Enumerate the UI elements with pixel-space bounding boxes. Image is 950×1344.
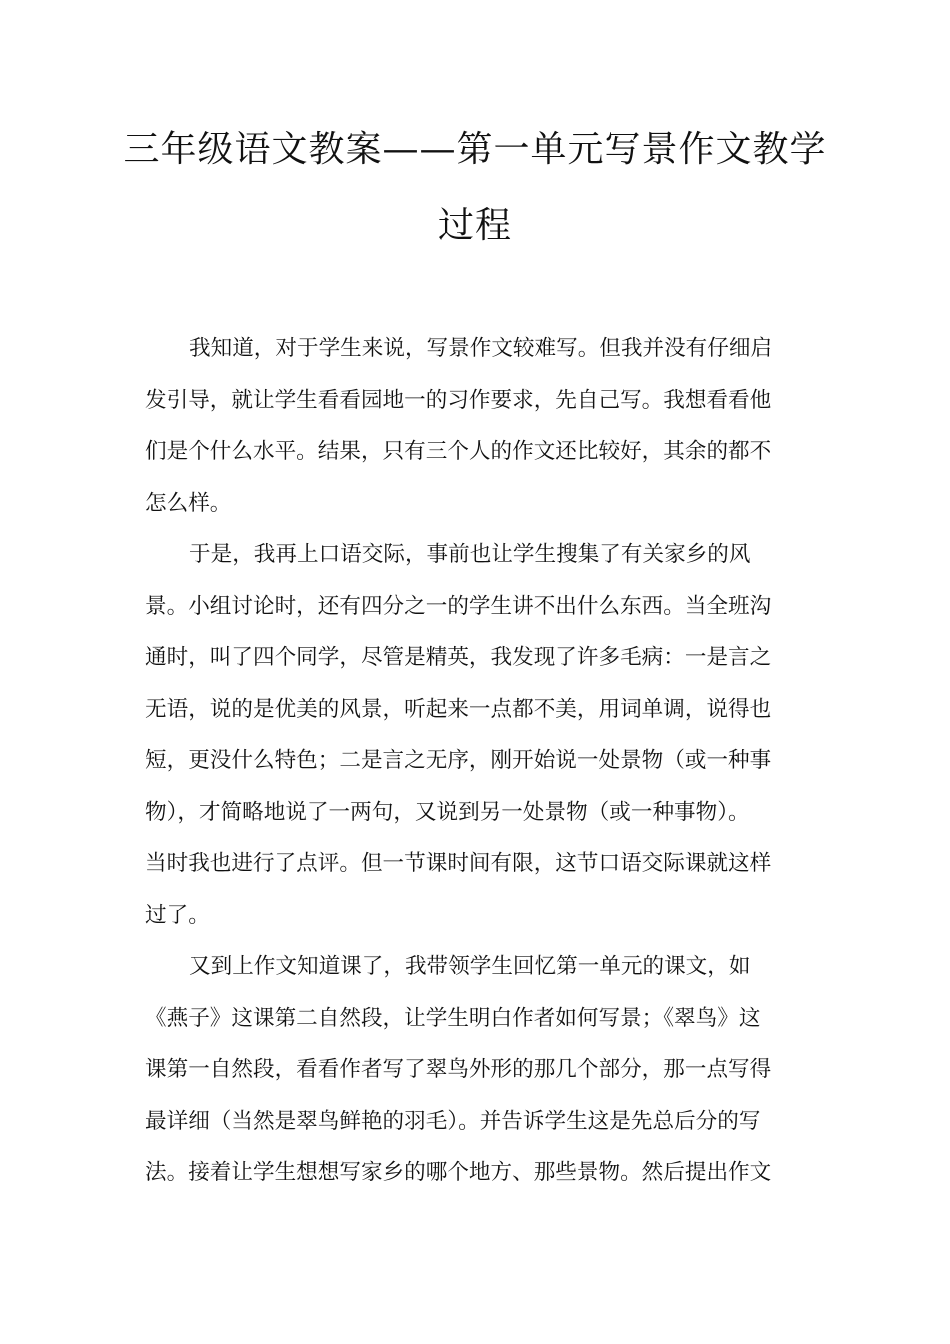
paragraph-line: 当时我也进行了点评。但一节课时间有限，这节口语交际课就这样 xyxy=(145,851,772,876)
paragraph-line: 发引导，就让学生看看园地一的习作要求，先自己写。我想看看他 xyxy=(145,387,772,413)
paragraph-line: 景。小组讨论时，还有四分之一的学生讲不出什么东西。当全班沟 xyxy=(145,593,772,619)
paragraph-line: 怎么样。 xyxy=(145,490,232,516)
paragraph-line: 短，更没什么特色；二是言之无序，刚开始说一处景物（或一种事 xyxy=(145,748,772,773)
document-body xyxy=(145,323,795,1199)
paragraph-line: 通时，叫了四个同学，尽管是精英，我发现了许多毛病：一是言之 xyxy=(145,645,772,670)
paragraph-line: 物），才简略地说了一两句，又说到另一处景物（或一种事物）。 xyxy=(145,799,750,825)
paragraph-line: 又到上作文知道课了，我带领学生回忆第一单元的课文，如 xyxy=(189,954,751,979)
paragraph-line: 于是，我再上口语交际，事前也让学生搜集了有关家乡的风 xyxy=(189,542,751,567)
paragraph-line: 法。接着让学生想想写家乡的哪个地方、那些景物。然后提出作文 xyxy=(145,1160,772,1185)
document-title-line2: 过程 xyxy=(437,205,512,246)
paragraph-line: 《燕子》这课第二自然段，让学生明白作者如何写景；《翠鸟》这 xyxy=(145,1005,761,1031)
paragraph-line: 无语，说的是优美的风景，听起来一点都不美，用词单调，说得也 xyxy=(145,696,772,722)
paragraph-3 xyxy=(145,941,795,1199)
paragraph-1 xyxy=(145,323,795,529)
paragraph-line: 课第一自然段，看看作者写了翠鸟外形的那几个部分，那一点写得 xyxy=(145,1057,772,1082)
paragraph-line: 过了。 xyxy=(145,902,210,928)
paragraph-2 xyxy=(145,529,795,941)
document-title-line1: 三年级语文教案——第一单元写景作文教学 xyxy=(123,129,827,170)
paragraph-line: 们是个什么水平。结果，只有三个人的作文还比较好，其余的都不 xyxy=(145,439,772,464)
paragraph-line: 我知道，对于学生来说，写景作文较难写。但我并没有仔细启 xyxy=(189,336,773,361)
paragraph-line: 最详细（当然是翠鸟鲜艳的羽毛）。并告诉学生这是先总后分的写 xyxy=(145,1108,761,1134)
